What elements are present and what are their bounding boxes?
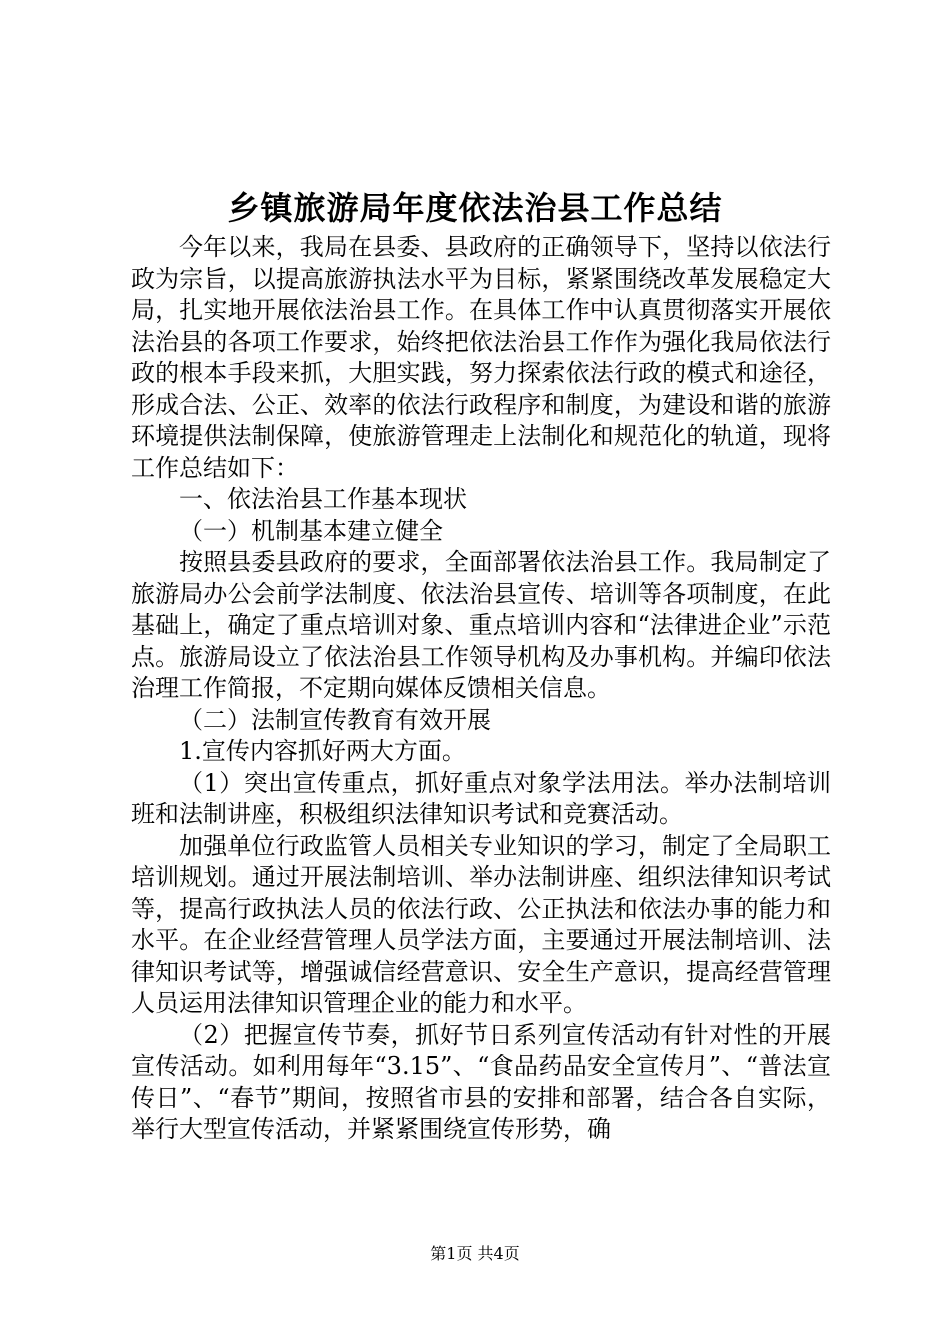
page-number-footer: 第1页 共4页 bbox=[430, 1244, 520, 1263]
paragraph-training: 加强单位行政监管人员相关专业知识的学习，制定了全局职工培训规划。通过开展法制培训、举办法制讲座、组织法律知识考试等，提高行政执法人员的依法行政、公正执法和依法办事的能力和水平。在企业经营管理人员学法方面，主要通过开展法制培训、法律知识考试等，增强诚信经营意识、安全生产意识，提高经营管理人员运用法律知识管理企业的能力和水平。 bbox=[131, 831, 831, 1017]
document-body bbox=[131, 232, 831, 1146]
paragraph-mechanism: 按照县委县政府的要求，全面部署依法治县工作。我局制定了旅游局办公会前学法制度、依法治县宣传、培训等各项制度，在此基础上，确定了重点培训对象、重点培训内容和“法律进企业”示范点。旅游局设立了依法治县工作领导机构及办事机构。并编印依法治理工作简报，不定期向媒体反馈相关信息。 bbox=[131, 548, 831, 702]
paragraph-intro: 今年以来，我局在县委、县政府的正确领导下，坚持以依法行政为宗旨，以提高旅游执法水平为目标，紧紧围绕改革发展稳定大局，扎实地开展依法治县工作。在具体工作中认真贯彻落实开展依法治县的各项工作要求，始终把依法治县工作作为强化我局依法行政的根本手段来抓，大胆实践，努力探索依法行政的模式和途径，形成合法、公正、效率的依法行政程序和制度，为建设和谐的旅游环境提供法制保障，使旅游管理走上法制化和规范化的轨道，现将工作总结如下： bbox=[131, 233, 831, 482]
document-title: 乡镇旅游局年度依法治县工作总结 bbox=[227, 189, 723, 227]
sub-item-1: （1）突出宣传重点，抓好重点对象学法用法。举办法制培训班和法制讲座，积极组织法律知识考试和竞赛活动。 bbox=[131, 768, 831, 828]
heading-section-1: 一、依法治县工作基本现状 bbox=[179, 485, 467, 513]
subheading-2: （二）法制宣传教育有效开展 bbox=[179, 705, 491, 734]
subheading-1: （一）机制基本建立健全 bbox=[179, 516, 443, 545]
item-1: 1.宣传内容抓好两大方面。 bbox=[179, 737, 466, 765]
sub-item-2: （2）把握宣传节奏，抓好节日系列宣传活动有针对性的开展宣传活动。如利用每年“3.15”、“食品药品安全宣传月”、“普法宣传日”、“春节”期间，按照省市县的安排和部署，结合各自实际，举行大型宣传活动，并紧紧围绕宣传形势，确 bbox=[131, 1020, 831, 1143]
